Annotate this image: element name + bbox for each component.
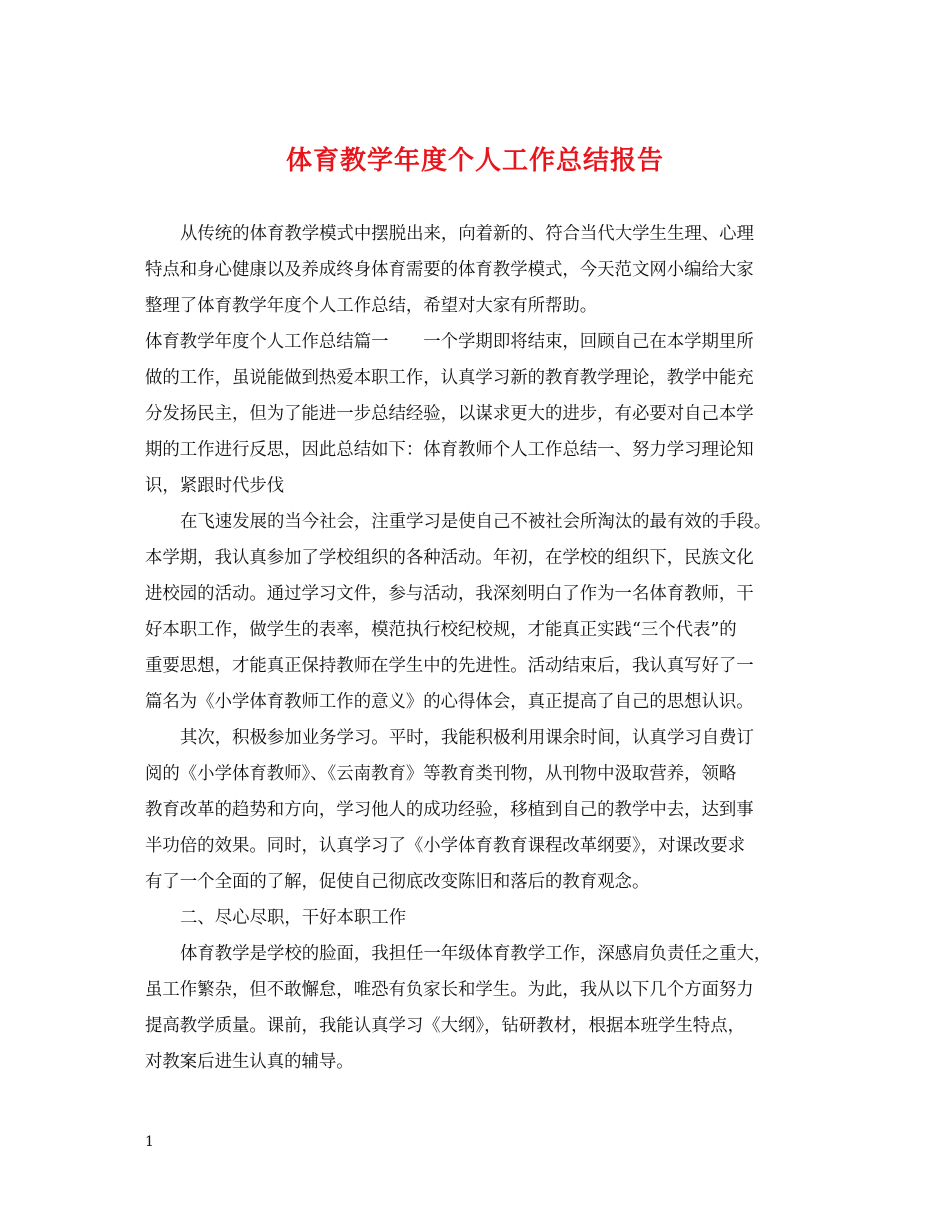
body-line: 篇名为《小学体育教师工作的意义》的心得体会，真正提高了自己的思想认识。 bbox=[145, 692, 754, 712]
body-line: 提高教学质量。课前，我能认真学习《大纲》，钻研教材，根据本班学生特点， bbox=[145, 1016, 745, 1036]
body-line: 体育教学是学校的脸面，我担任一年级体育教学工作，深感肩负责任之重大， bbox=[180, 944, 772, 964]
section-heading-line: 体育教学年度个人工作总结篇一 一个学期即将结束，回顾自己在本学期里所 bbox=[145, 332, 754, 352]
body-line: 从传统的体育教学模式中摆脱出来，向着新的、符合当代大学生生理、心理 bbox=[180, 224, 754, 244]
body-line: 期的工作进行反思，因此总结如下：体育教师个人工作总结一、努力学习理论知 bbox=[145, 440, 754, 460]
body-line: 分发扬民主，但为了能进一步总结经验，以谋求更大的进步，有必要对自己本学 bbox=[145, 404, 754, 424]
body-line: 虽工作繁杂，但不敢懈怠，唯恐有负家长和学生。为此，我从以下几个方面努力 bbox=[145, 980, 754, 1000]
section-heading: 二、尽心尽职，干好本职工作 bbox=[180, 908, 407, 928]
body-line: 进校园的活动。通过学习文件，参与活动，我深刻明白了作为一名体育教师，干 bbox=[145, 584, 754, 604]
body-line: 做的工作，虽说能做到热爱本职工作，认真学习新的教育教学理论，教学中能充 bbox=[145, 368, 754, 388]
body-line: 阅的《小学体育教师》、《云南教育》等教育类刊物，从刊物中汲取营养，领略 bbox=[145, 764, 737, 784]
body-line: 重要思想，才能真正保持教师在学生中的先进性。活动结束后，我认真写好了一 bbox=[145, 656, 754, 676]
body-line: 教育改革的趋势和方向，学习他人的成功经验，移植到自己的教学中去，达到事 bbox=[145, 800, 754, 820]
body-line: 识，紧跟时代步伐 bbox=[145, 476, 285, 496]
body-line: 半功倍的效果。同时，认真学习了《小学体育教育课程改革纲要》，对课改要求 bbox=[145, 836, 745, 856]
body-line: 整理了体育教学年度个人工作总结，希望对大家有所帮助。 bbox=[145, 296, 598, 316]
body-line: 有了一个全面的了解，促使自己彻底改变陈旧和落后的教育观念。 bbox=[145, 872, 650, 892]
body-line: 好本职工作，做学生的表率，模范执行校纪校规，才能真正实践“三个代表”的 bbox=[145, 620, 737, 640]
body-line: 本学期，我认真参加了学校组织的各种活动。年初，在学校的组织下，民族文化 bbox=[145, 548, 754, 568]
body-line: 其次，积极参加业务学习。平时，我能积极利用课余时间，认真学习自费订 bbox=[180, 728, 754, 748]
body-line: 特点和身心健康以及养成终身体育需要的体育教学模式，今天范文网小编给大家 bbox=[145, 260, 754, 280]
body-line: 在飞速发展的当今社会，注重学习是使自己不被社会所淘汰的最有效的手段。 bbox=[180, 512, 772, 532]
page-title: 体育教学年度个人工作总结报告 bbox=[285, 146, 664, 176]
page-number: 1 bbox=[145, 1134, 154, 1150]
body-line: 对教案后进生认真的辅导。 bbox=[145, 1052, 354, 1072]
